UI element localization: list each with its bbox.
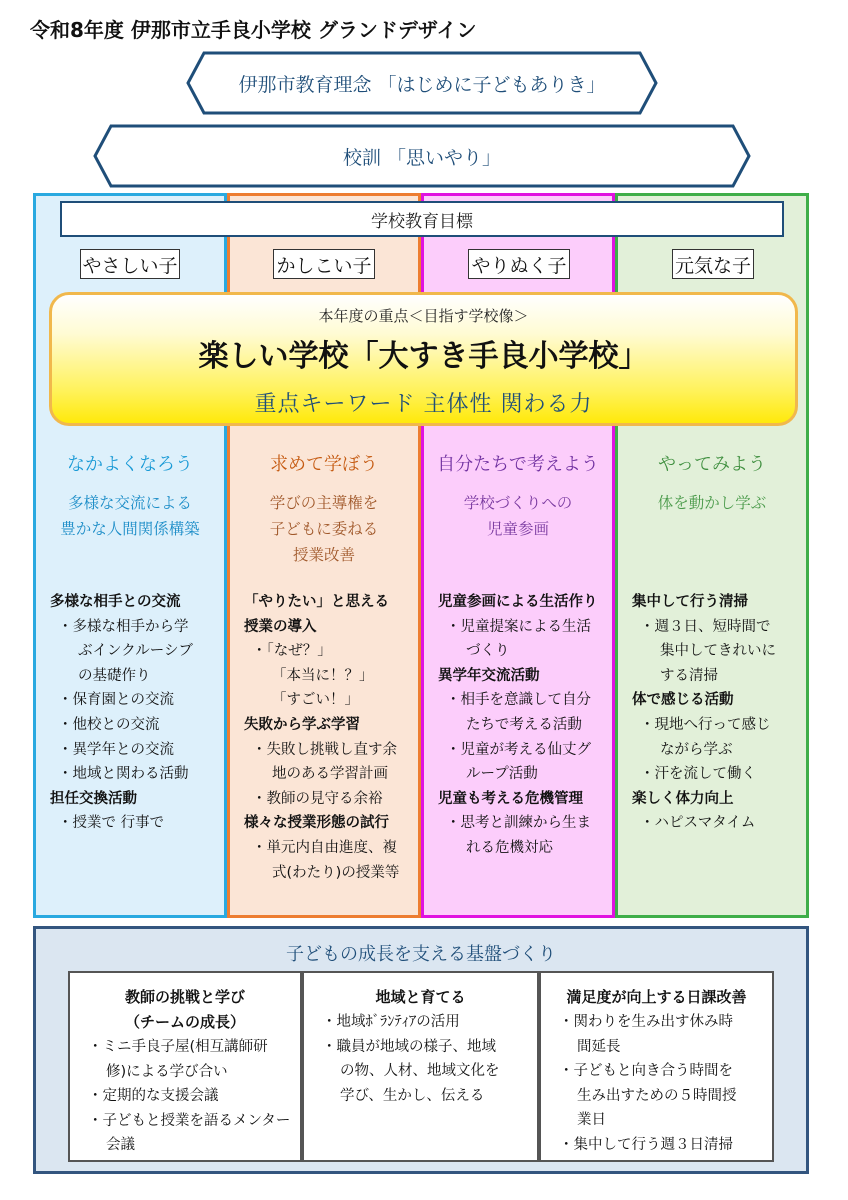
list-item: ・失敗し挑戦し直す余	[252, 741, 397, 758]
desc-line: 子どもに委ねる	[269, 520, 379, 538]
list-item: ・現地へ行って感じ	[640, 716, 771, 733]
list-item-continued: する清掃	[660, 667, 718, 684]
list-item-continued: づくり	[466, 643, 510, 660]
goal-healthy-child: 元気な子	[672, 249, 754, 279]
list-heading: 授業の導入	[244, 618, 317, 635]
desc-line: 体を動かし学ぶ	[657, 494, 767, 512]
list-heading: 児童も考える危機管理	[438, 790, 583, 807]
list-heading: 楽しく体力向上	[632, 790, 734, 807]
column-description	[230, 490, 418, 568]
school-goals-header: 学校教育目標	[60, 201, 784, 237]
column-title: なかよくなろう	[67, 454, 193, 475]
list-item: ・汗を流して働く	[640, 766, 756, 783]
goal-persevering-child: やりぬく子	[468, 249, 570, 279]
foundation-box-schedule	[539, 971, 774, 1162]
desc-line: 学びの主導権を	[269, 494, 379, 512]
column-title: 自分たちで考えよう	[437, 454, 599, 475]
list-item: ・「なぜ？」	[252, 643, 332, 660]
list-item-continued: の物、人材、地域文化を	[340, 1063, 500, 1079]
list-item-continued: 会議	[106, 1137, 135, 1153]
list-heading: 担任交換活動	[50, 790, 137, 807]
list-heading: 体で感じる活動	[632, 692, 734, 709]
list-item: ・思考と訓練から生ま	[446, 815, 591, 832]
box-list	[88, 1035, 294, 1158]
list-heading: 多様な相手との交流	[50, 594, 181, 610]
list-item-continued: の基礎作り	[78, 667, 151, 684]
list-item-continued: 「すごい！」	[272, 692, 359, 709]
box-title-line: 満足度が向上する日課改善	[566, 988, 747, 1006]
list-heading: 異学年交流活動	[438, 667, 540, 684]
list-item: ・週３日、短時間で	[640, 618, 771, 635]
box-title-line: 地域と育てる	[375, 988, 466, 1006]
philosophy-label: 伊那市教育理念 「はじめに子どもありき」	[238, 73, 606, 96]
list-item-continued: 式(わたり)の授業等	[272, 864, 400, 881]
list-item: ・多様な相手から学	[58, 618, 189, 635]
motto-banner	[92, 124, 752, 188]
list-item: ・地域ﾎﾞﾗﾝﾃｨｱの活用	[322, 1014, 460, 1030]
page-title: 令和8年度 伊那市立手良小学校 グランドデザイン	[30, 18, 477, 42]
focus-keywords: 重点キーワード 主体性 関わる力	[254, 392, 593, 417]
list-item: ・定期的な支援会議	[88, 1088, 219, 1104]
list-item: ・ミニ手良子屋(相互講師研	[88, 1039, 268, 1055]
foundation-title: 子どもの成長を支える基盤づくり	[286, 944, 556, 965]
column-activity-list	[36, 590, 224, 836]
motto-label: 校訓 「思いやり」	[342, 146, 502, 169]
list-item-continued: 修)による学び合い	[106, 1063, 228, 1080]
list-item-continued: 業日	[577, 1112, 606, 1128]
list-item-continued: 地のある学習計画	[272, 766, 388, 783]
box-title-line: 教師の挑戦と学び	[124, 988, 245, 1006]
focus-main: 楽しい学校「大すき手良小学校」	[198, 339, 649, 374]
list-item-continued: 生み出すための５時間授	[577, 1087, 737, 1104]
list-item: ・児童提案による生活	[446, 618, 591, 635]
box-title-line: （チームの成長）	[124, 1013, 245, 1031]
list-item: ・児童が考える仙丈グ	[446, 741, 591, 758]
list-item-continued: 集中してきれいに	[660, 643, 776, 660]
list-item: ・職員が地域の様子、地域	[322, 1038, 496, 1055]
box-title	[70, 985, 300, 1035]
foundation-box-community	[302, 971, 539, 1162]
desc-line: 学校づくりへの	[463, 494, 573, 512]
list-heading: 集中して行う清掃	[632, 594, 748, 610]
box-title	[541, 985, 772, 1010]
desc-line: 授業改善	[292, 546, 355, 564]
column-title: やってみよう	[658, 454, 766, 475]
list-item: ・保育園との交流	[58, 692, 174, 709]
goal-kind-child: やさしい子	[80, 249, 180, 279]
list-heading: 様々な授業形態の試行	[244, 815, 389, 832]
column-activity-list	[424, 590, 612, 861]
list-item-continued: ながら学ぶ	[660, 741, 733, 758]
list-item: ・子どもと向き合う時間を	[559, 1063, 733, 1079]
list-item: ・ハピスマタイム	[640, 815, 756, 832]
list-item: ・相手を意識して自分	[446, 692, 591, 709]
column-description	[618, 490, 806, 516]
list-item: ・関わりを生み出す休み時	[559, 1014, 733, 1030]
list-item-continued: ぶインクルーシブ	[78, 643, 193, 660]
column-title: 求めて学ぼう	[270, 454, 378, 475]
list-item-continued: 間延長	[577, 1038, 621, 1055]
yearly-focus	[49, 292, 798, 426]
philosophy-banner	[172, 50, 672, 116]
list-item-continued: ループ活動	[466, 766, 538, 783]
column-activity-list	[230, 590, 418, 885]
list-heading: 「やりたい」と思える	[244, 594, 389, 610]
list-item-continued: 「本当に！？」	[272, 667, 374, 684]
column-description	[36, 490, 224, 542]
list-item: ・子どもと授業を語るメンター	[88, 1112, 291, 1129]
desc-line: 児童参画	[486, 520, 549, 538]
list-item: ・異学年との交流	[58, 741, 174, 758]
box-title	[304, 985, 537, 1010]
desc-line: 多様な交流による	[67, 494, 192, 512]
desc-line: 豊かな人間関係構築	[60, 520, 200, 538]
list-heading: 失敗から学ぶ学習	[244, 716, 360, 733]
box-list	[322, 1010, 531, 1108]
list-item: ・教師の見守る余裕	[252, 790, 383, 807]
list-item-continued: たちで考える活動	[466, 716, 582, 733]
foundation-box-teachers	[68, 971, 302, 1162]
list-item: ・地域と関わる活動	[58, 766, 189, 783]
box-list	[559, 1010, 766, 1157]
list-item-continued: れる危機対応	[466, 839, 553, 856]
list-item-continued: 学び、生かし、伝える	[340, 1087, 485, 1104]
list-heading: 児童参画による生活作り	[438, 594, 598, 610]
goal-wise-child: かしこい子	[273, 249, 375, 279]
column-activity-list	[618, 590, 806, 836]
list-item: ・他校との交流	[58, 716, 160, 733]
list-item: ・単元内自由進度、複	[252, 839, 397, 856]
column-description	[424, 490, 612, 542]
list-item: ・授業で 行事で	[58, 815, 165, 832]
list-item: ・集中して行う週３日清掃	[559, 1136, 733, 1153]
focus-subtitle: 本年度の重点＜目指す学校像＞	[318, 307, 529, 325]
